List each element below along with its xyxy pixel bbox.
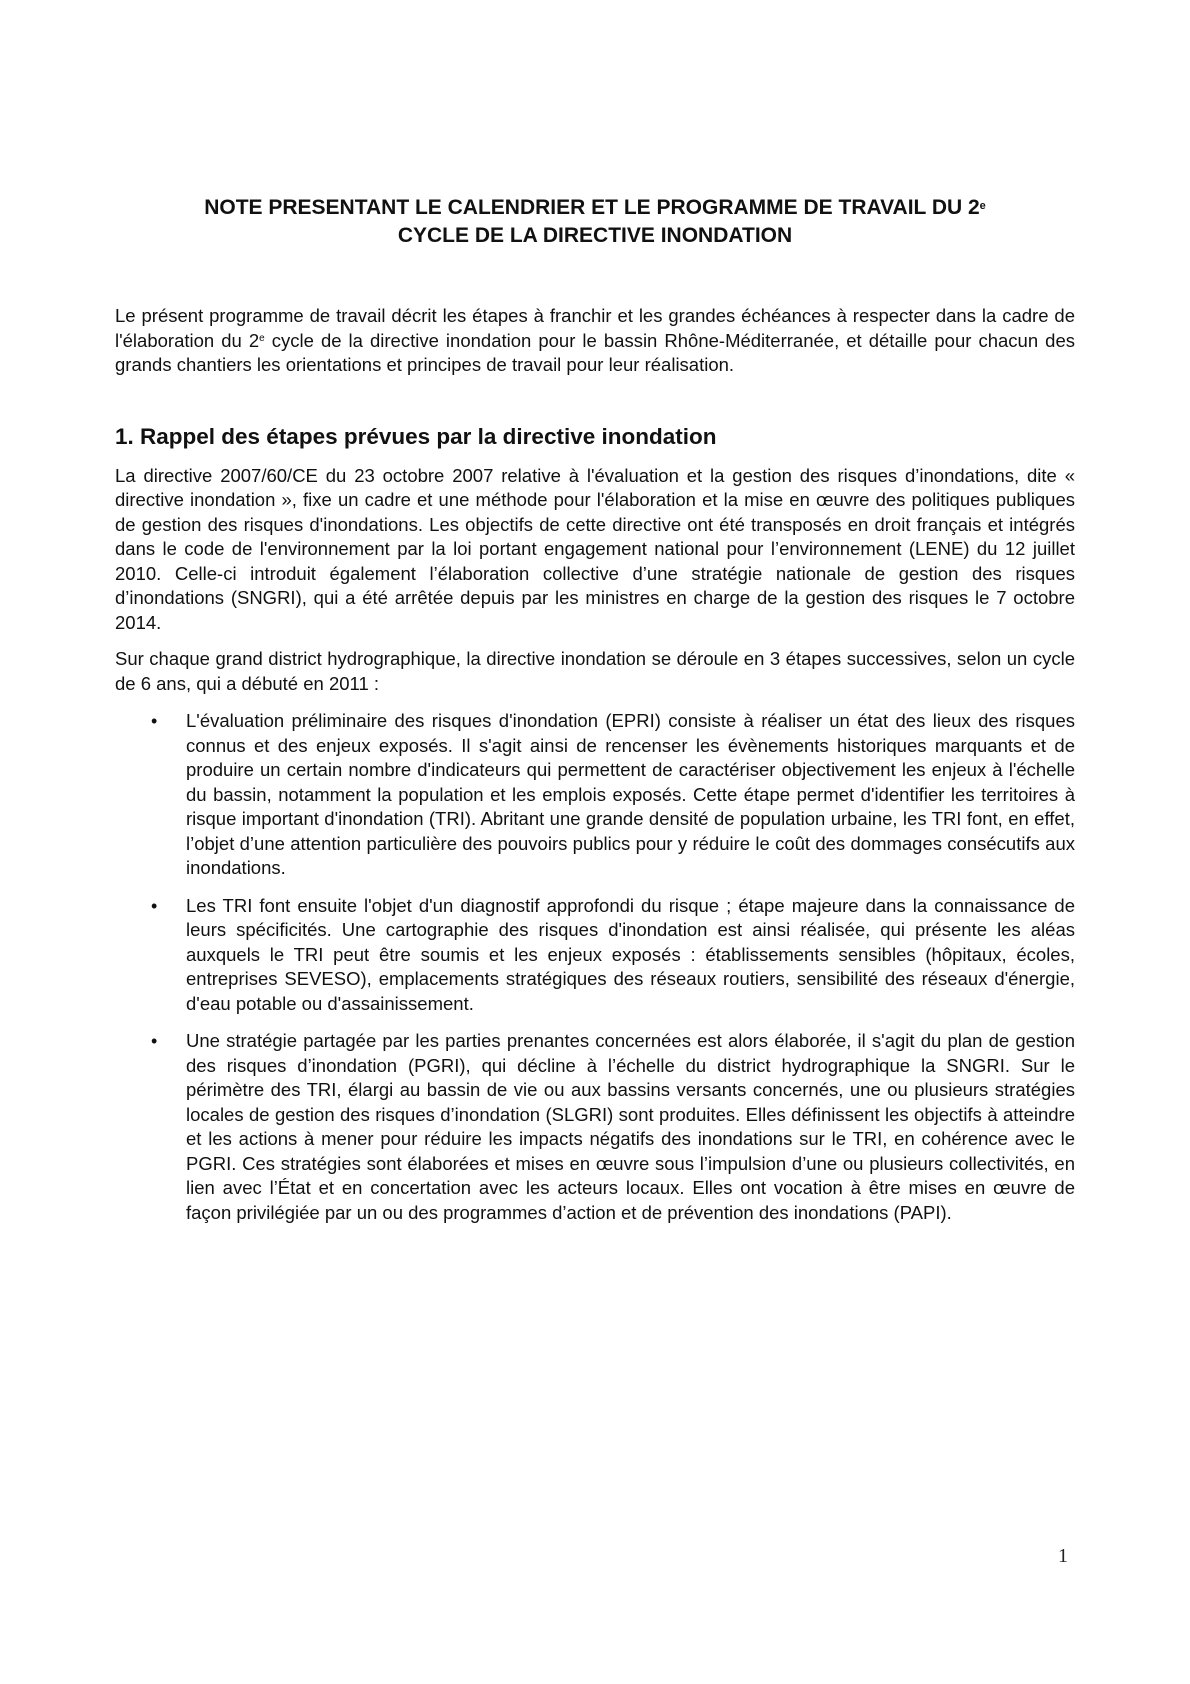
document-page [115, 194, 1075, 1238]
list-item-text: Une stratégie partagée par les parties prenantes concernées est alors élaborée, il s'agit du plan de gestion des risques d’inondation (PGRI), qui décline à l’échelle du district hydrographique la SNGRI. Sur le périmètre des TRI, élargi au bassin de vie ou aux bassins versants concernés, une ou plusieurs stratégies locales de gestion des risques d’inondation (SLGRI) sont produites. Elles définissent les objectifs à atteindre et les actions à mener pour réduire les impacts négatifs des inondations sur le TRI, en cohérence avec le PGRI. Ces stratégies sont élaborées et mises en œuvre sous l’impulsion d’une ou plusieurs collectivités, en lien avec l’État et en concertation avec les acteurs locaux. Elles ont vocation à être mises en œuvre de façon privilégiée par un ou des programmes d’action et de prévention des inondations (PAPI). [186, 1030, 1075, 1223]
bullet-icon: • [151, 895, 158, 916]
intro-superscript: e [259, 332, 265, 344]
title-line-1: NOTE PRESENTANT LE CALENDRIER ET LE PROGRAMME DE TRAVAIL DU 2e [204, 196, 986, 219]
title-line-2: CYCLE DE LA DIRECTIVE INONDATION [397, 224, 793, 247]
title-superscript: e [979, 200, 986, 212]
section-paragraph-2: Sur chaque grand district hydrographique, la directive inondation se déroule en 3 étapes successives, selon un cycle de 6 ans, qui a débuté en 2011 : [115, 648, 1075, 694]
steps-list [115, 709, 1075, 1225]
list-item [115, 709, 1075, 881]
bullet-icon: • [151, 1031, 158, 1051]
intro-paragraph: Le présent programme de travail décrit les étapes à franchir et les grandes échéances à respecter dans la cadre de l'élaboration du 2e cycle de la directive inondation pour le bassin Rhône-Méditerranée, et détaille pour chacun des grands chantiers les orientations et principes de travail pour leur réalisation. [115, 305, 1075, 375]
list-item-text: L'évaluation préliminaire des risques d'inondation (EPRI) consiste à réaliser un état des lieux des risques connus et des enjeux exposés. Il s'agit ainsi de rencenser les évènements historiques marquants et de produire un certain nombre d'indicateurs qui permettent de caractériser objectivement les enjeux à l'échelle du bassin, notamment la population et les emplois exposés. Cette étape permet d'identifier les territoires à risque important d'inondation (TRI). Abritant une grande densité de population urbaine, les TRI font, en effet, l’objet d’une attention particulière des pouvoirs publics pour y réduire le coût des dommages consécutifs aux inondations. [186, 710, 1075, 878]
document-title [115, 194, 1075, 250]
section-heading: 1. Rappel des étapes prévues par la directive inondation [115, 423, 717, 449]
list-item-text: Les TRI font ensuite l'objet d'un diagnostif approfondi du risque ; étape majeure dans la connaissance de leurs spécificités. Une cartographie des risques d'inondation est ainsi réalisée, qui présente les aléas auxquels le TRI peut être soumis et les enjeux exposés : établissements sensibles (hôpitaux, écoles, entreprises SEVESO), emplacements stratégiques des réseaux routiers, sensibilité des réseaux d'énergie, d'eau potable ou d'assainissement. [186, 894, 1075, 1014]
section-paragraph-1: La directive 2007/60/CE du 23 octobre 2007 relative à l'évaluation et la gestion des risques d’inondations, dite « directive inondation », fixe un cadre et une méthode pour l'élaboration et la mise en œuvre des politiques publiques de gestion des risques d'inondations. Les objectifs de cette directive ont été transposés en droit français et intégrés dans le code de l'environnement par la loi portant engagement national pour l’environnement (LENE) du 12 juillet 2010. Celle-ci introduit également l’élaboration collective d’une stratégie nationale de gestion des risques d’inondations (SNGRI), qui a été arrêtée depuis par les ministres en charge de la gestion des risques le 7 octobre 2014. [115, 464, 1075, 633]
page-number: 1 [1058, 1545, 1068, 1567]
bullet-icon: • [151, 711, 158, 731]
list-item [115, 894, 1075, 1017]
list-item [115, 1029, 1075, 1225]
